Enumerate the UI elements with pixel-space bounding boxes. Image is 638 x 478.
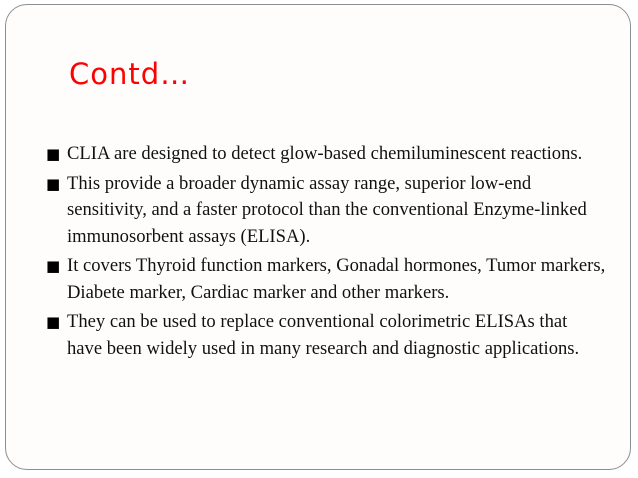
slide-title: Contd… — [69, 57, 191, 91]
bullet-text-3: It covers Thyroid function markers, Gonadal hormones, Tumor markers, Diabete marker, Cardiac marker and other markers. — [67, 255, 606, 303]
bullet-item-1 — [46, 141, 606, 168]
bullet-list — [46, 141, 606, 365]
bullet-text-2: This provide a broader dynamic assay range, superior low-end sensitivity, and a faster protocol than the conventional Enzyme-linked immunosorbent assays (ELISA). — [67, 172, 587, 247]
bullet-text-4: They can be used to replace conventional colorimetric ELISAs that have been widely used in many research and diagnostic applications. — [67, 311, 580, 359]
bullet-item-3 — [46, 253, 606, 306]
bullet-square-icon: ■ — [46, 313, 61, 331]
bullet-square-icon: ■ — [46, 174, 61, 193]
bullet-square-icon: ■ — [46, 145, 61, 163]
bullet-text-1: CLIA are designed to detect glow-based chemiluminescent reactions. — [67, 143, 583, 164]
bullet-square-icon: ■ — [46, 257, 61, 275]
bullet-item-4 — [46, 309, 606, 362]
bullet-item-2 — [46, 171, 606, 251]
